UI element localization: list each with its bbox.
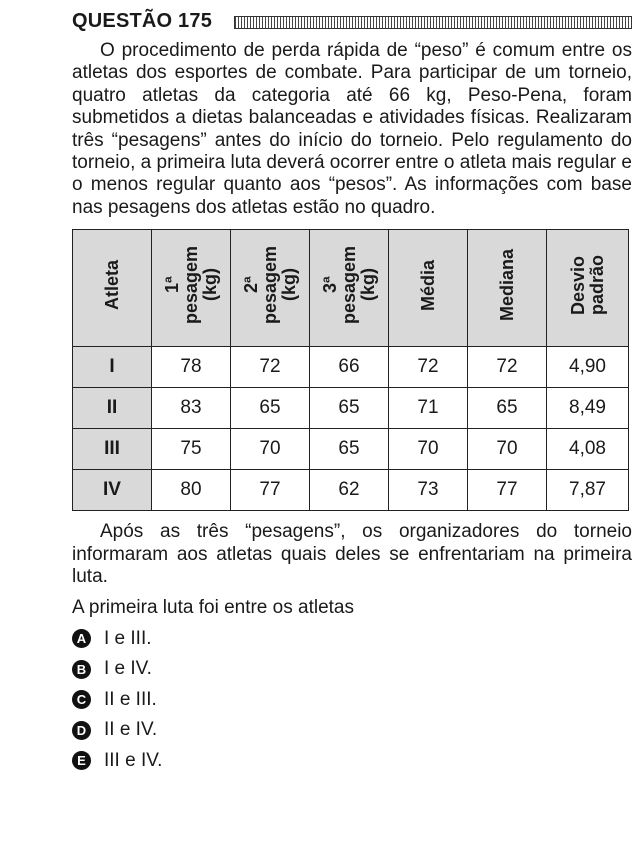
table-row — [73, 388, 629, 429]
table-header-line: 2ª — [240, 276, 261, 294]
table-header-line: 1ª — [161, 276, 182, 294]
table-header-line: 3ª — [319, 276, 340, 294]
table-header-cell — [547, 230, 629, 347]
table-cell: 75 — [152, 429, 231, 470]
table-cell: 65 — [310, 388, 389, 429]
option-text: I e IV. — [104, 658, 152, 680]
question-prompt: A primeira luta foi entre os atletas — [72, 597, 354, 619]
table-cell: 73 — [389, 470, 468, 511]
table-header-line: (kg) — [199, 268, 220, 302]
option-letter-badge: E — [72, 751, 91, 770]
table-header-label — [321, 246, 378, 324]
table-header-line: pesagem — [259, 246, 280, 325]
option-letter-badge: A — [72, 629, 91, 648]
table-header-line: pesagem — [338, 246, 359, 325]
table-header-cell — [152, 230, 231, 347]
table-header-cell — [73, 230, 152, 347]
table-cell: 7,87 — [547, 470, 629, 511]
table-header-label — [242, 246, 299, 324]
table-cell: 77 — [468, 470, 547, 511]
option-e[interactable] — [72, 745, 632, 776]
option-letter-badge: C — [72, 690, 91, 709]
table-header-line: Média — [417, 259, 438, 311]
table-row — [73, 347, 629, 388]
table-cell: 65 — [468, 388, 547, 429]
table-cell: 77 — [231, 470, 310, 511]
option-b[interactable] — [72, 654, 632, 685]
option-text: I e III. — [104, 627, 152, 649]
table-cell: 65 — [310, 429, 389, 470]
athlete-cell: I — [73, 347, 152, 388]
table-cell: 66 — [310, 347, 389, 388]
table-cell: 4,90 — [547, 347, 629, 388]
question-title: QUESTÃO 175 — [72, 9, 213, 32]
athlete-cell: IV — [73, 470, 152, 511]
table-cell: 72 — [389, 347, 468, 388]
table-header-line: pesagem — [180, 246, 201, 325]
weighings-table — [72, 229, 629, 511]
answer-options — [72, 623, 632, 776]
table-header-line: padrão — [586, 255, 607, 316]
table-header-line: Desvio — [567, 255, 588, 315]
table-cell: 65 — [231, 388, 310, 429]
option-a[interactable] — [72, 623, 632, 654]
table-row — [73, 470, 629, 511]
athlete-cell: III — [73, 429, 152, 470]
athlete-cell: II — [73, 388, 152, 429]
table-header-row — [73, 230, 629, 347]
after-paragraph: Após as três “pesagens”, os organizadores do torneio informaram aos atletas quais deles se enfrentariam na primeira luta. — [72, 521, 632, 588]
option-letter-badge: D — [72, 721, 91, 740]
decorative-hatch-bar — [234, 16, 632, 29]
table-header-cell — [389, 230, 468, 347]
question-header — [72, 8, 632, 34]
option-text: II e III. — [104, 688, 157, 710]
table-header-line: Atleta — [101, 260, 122, 311]
question-paragraph: O procedimento de perda rápida de “peso” é comum entre os atletas dos esportes de combate. Para participar de um torneio, quatro atletas da categoria até 66 kg, Peso-Pena, foram submetidos a dietas balanceadas e atividades físicas. Realizaram três “pesagens” antes do início do torneio. Pelo regulamento do torneio, a primeira luta deverá ocorrer entre o atleta mais regular e o menos regular quanto aos “pesos”. As informações com base nas pesagens dos atletas estão no quadro. — [72, 40, 632, 218]
option-text: II e IV. — [104, 719, 158, 741]
question-page — [72, 8, 632, 776]
table-cell: 83 — [152, 388, 231, 429]
option-c[interactable] — [72, 684, 632, 715]
option-d[interactable] — [72, 715, 632, 746]
table-header-label — [498, 249, 517, 321]
option-letter-badge: B — [72, 660, 91, 679]
table-cell: 80 — [152, 470, 231, 511]
table-cell: 71 — [389, 388, 468, 429]
table-header-cell — [310, 230, 389, 347]
table-cell: 72 — [468, 347, 547, 388]
table-row — [73, 429, 629, 470]
table-header-label — [103, 260, 122, 310]
table-cell: 78 — [152, 347, 231, 388]
table-cell: 70 — [468, 429, 547, 470]
table-header-label — [569, 255, 607, 315]
table-cell: 72 — [231, 347, 310, 388]
table-cell: 62 — [310, 470, 389, 511]
table-header-line: (kg) — [357, 268, 378, 302]
table-body — [73, 347, 629, 511]
table-header-line: Mediana — [496, 249, 517, 322]
table-cell: 8,49 — [547, 388, 629, 429]
table-header-cell — [468, 230, 547, 347]
table-header-label — [419, 260, 438, 311]
table-header-label — [163, 246, 220, 324]
table-header-cell — [231, 230, 310, 347]
table-cell: 4,08 — [547, 429, 629, 470]
table-cell: 70 — [231, 429, 310, 470]
option-text: III e IV. — [104, 749, 163, 771]
table-cell: 70 — [389, 429, 468, 470]
table-header-line: (kg) — [278, 268, 299, 302]
